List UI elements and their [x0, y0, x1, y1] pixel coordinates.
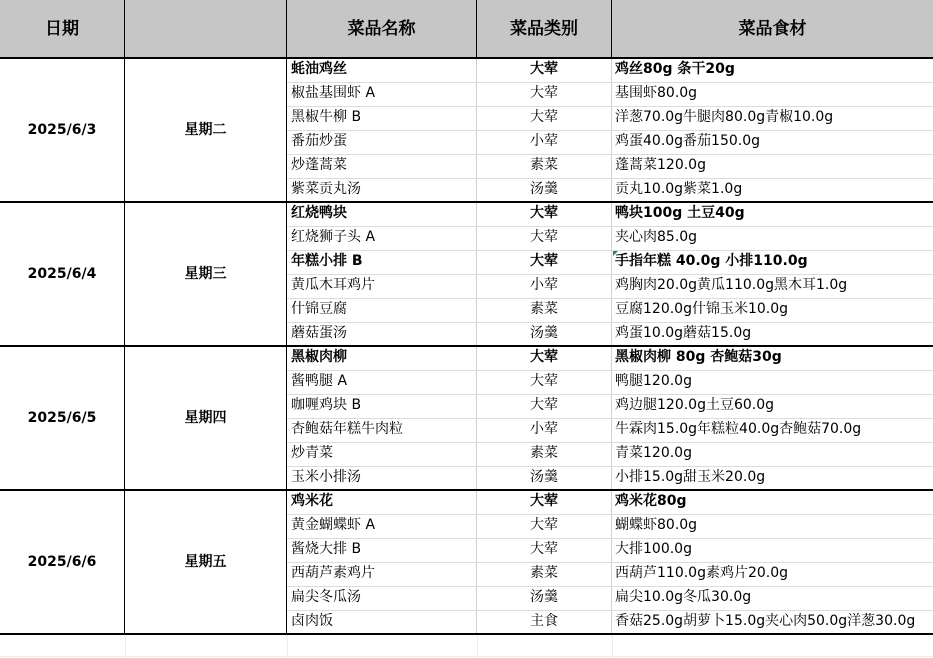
dish-name-cell[interactable]: 炒蓬蒿菜: [287, 154, 477, 178]
dish-ingredients-cell[interactable]: 黑椒肉柳 80g 杏鲍菇30g: [615, 349, 782, 365]
dish-ingredients-cell[interactable]: 蝴蝶虾80.0g: [615, 517, 698, 533]
dish-category-cell[interactable]: 大荤: [477, 58, 612, 82]
row-divider: [287, 442, 933, 443]
dish-category-cell[interactable]: 素菜: [477, 442, 612, 466]
weekday-cell[interactable]: 星期五: [125, 490, 287, 634]
dish-category-cell[interactable]: 汤羹: [477, 322, 612, 346]
row-divider: [287, 274, 933, 275]
dish-name-cell[interactable]: 咖喱鸡块 B: [287, 394, 477, 418]
dish-category-cell[interactable]: 素菜: [477, 154, 612, 178]
row-divider: [287, 130, 933, 131]
header-dish-name[interactable]: 菜品名称: [287, 0, 477, 58]
dish-category-cell[interactable]: 大荤: [477, 202, 612, 226]
row-divider: [287, 370, 933, 371]
row-divider: [287, 586, 933, 587]
dish-category-cell[interactable]: 汤羹: [477, 466, 612, 490]
dish-ingredients-cell[interactable]: 鸡蛋40.0g番茄150.0g: [615, 133, 761, 149]
dish-ingredients-cell[interactable]: 洋葱70.0g牛腿肉80.0g青椒10.0g: [615, 109, 834, 125]
dish-category-cell[interactable]: 素菜: [477, 562, 612, 586]
dish-category-cell[interactable]: 小荤: [477, 418, 612, 442]
row-divider: [287, 466, 933, 467]
dish-name-cell[interactable]: 酱鸭腿 A: [287, 370, 477, 394]
dish-ingredients-cell[interactable]: 鸡米花80g: [615, 493, 687, 509]
dish-name-cell[interactable]: 年糕小排 B: [287, 250, 477, 274]
block-border: [0, 633, 933, 635]
dish-ingredients-cell[interactable]: 大排100.0g: [615, 541, 692, 557]
dish-ingredients-cell[interactable]: 小排15.0g甜玉米20.0g: [615, 469, 766, 485]
dish-ingredients-cell[interactable]: 基围虾80.0g: [615, 85, 698, 101]
dish-ingredients-cell[interactable]: 鸡胸肉20.0g黄瓜110.0g黑木耳1.0g: [615, 277, 848, 293]
block-border: [0, 489, 933, 491]
row-divider: [287, 250, 933, 251]
dish-name-cell[interactable]: 黄金蝴蝶虾 A: [287, 514, 477, 538]
empty-row-divider: [0, 656, 933, 657]
dish-category-cell[interactable]: 小荤: [477, 130, 612, 154]
dish-category-cell[interactable]: 主食: [477, 610, 612, 634]
dish-category-cell[interactable]: 大荤: [477, 106, 612, 130]
dish-category-cell[interactable]: 大荤: [477, 538, 612, 562]
dish-ingredients-cell[interactable]: 手指年糕 40.0g 小排110.0g: [615, 253, 808, 269]
row-divider: [287, 178, 933, 179]
empty-row-col-line: [612, 635, 613, 658]
dish-name-cell[interactable]: 椒盐基围虾 A: [287, 82, 477, 106]
dish-ingredients-cell[interactable]: 贡丸10.0g紫菜1.0g: [615, 181, 743, 197]
date-cell[interactable]: 2025/6/6: [0, 490, 125, 634]
dish-name-cell[interactable]: 西葫芦素鸡片: [287, 562, 477, 586]
dish-name-cell[interactable]: 紫菜贡丸汤: [287, 178, 477, 202]
empty-row-col-line: [477, 635, 478, 658]
weekday-cell[interactable]: 星期四: [125, 346, 287, 490]
row-divider: [287, 562, 933, 563]
dish-category-cell[interactable]: 素菜: [477, 298, 612, 322]
block-border: [0, 201, 933, 203]
dish-name-cell[interactable]: 扁尖冬瓜汤: [287, 586, 477, 610]
dish-name-cell[interactable]: 酱烧大排 B: [287, 538, 477, 562]
header-weekday[interactable]: [125, 0, 287, 58]
dish-ingredients-cell[interactable]: 鸡边腿120.0g土豆60.0g: [615, 397, 775, 413]
dish-name-cell[interactable]: 玉米小排汤: [287, 466, 477, 490]
dish-name-cell[interactable]: 红烧鸭块: [287, 202, 477, 226]
dish-category-cell[interactable]: 大荤: [477, 514, 612, 538]
date-cell[interactable]: 2025/6/3: [0, 58, 125, 202]
date-cell[interactable]: 2025/6/4: [0, 202, 125, 346]
row-divider: [287, 106, 933, 107]
weekday-cell[interactable]: 星期三: [125, 202, 287, 346]
row-divider: [287, 298, 933, 299]
dish-ingredients-cell[interactable]: 蓬蒿菜120.0g: [615, 157, 706, 173]
dish-name-cell[interactable]: 番茄炒蛋: [287, 130, 477, 154]
dish-name-cell[interactable]: 杏鲍菇年糕牛肉粒: [287, 418, 477, 442]
dish-ingredients-cell[interactable]: 夹心肉85.0g: [615, 229, 698, 245]
dish-ingredients-cell[interactable]: 鸡丝80g 条干20g: [615, 61, 735, 77]
dish-name-cell[interactable]: 什锦豆腐: [287, 298, 477, 322]
header-date[interactable]: 日期: [0, 0, 125, 58]
dish-name-cell[interactable]: 炒青菜: [287, 442, 477, 466]
dish-category-cell[interactable]: 大荤: [477, 226, 612, 250]
dish-ingredients-cell[interactable]: 青菜120.0g: [615, 445, 692, 461]
dish-name-cell[interactable]: 蘑菇蛋汤: [287, 322, 477, 346]
dish-ingredients-cell[interactable]: 鸭腿120.0g: [615, 373, 692, 389]
dish-category-cell[interactable]: 大荤: [477, 250, 612, 274]
header-dish-category[interactable]: 菜品类别: [477, 0, 612, 58]
dish-category-cell[interactable]: 大荤: [477, 490, 612, 514]
dish-ingredients-cell[interactable]: 豆腐120.0g什锦玉米10.0g: [615, 301, 789, 317]
dish-ingredients-cell[interactable]: 香菇25.0g胡萝卜15.0g夹心肉50.0g洋葱30.0g: [615, 613, 916, 629]
dish-name-cell[interactable]: 红烧狮子头 A: [287, 226, 477, 250]
row-divider: [287, 538, 933, 539]
date-cell[interactable]: 2025/6/5: [0, 346, 125, 490]
dish-name-cell[interactable]: 鸡米花: [287, 490, 477, 514]
dish-category-cell[interactable]: 汤羹: [477, 586, 612, 610]
row-divider: [287, 154, 933, 155]
dish-category-cell[interactable]: 小荤: [477, 274, 612, 298]
dish-name-cell[interactable]: 黑椒牛柳 B: [287, 106, 477, 130]
dish-ingredients-cell[interactable]: 鸭块100g 土豆40g: [615, 205, 745, 221]
block-border: [0, 57, 933, 59]
dish-name-cell[interactable]: 卤肉饭: [287, 610, 477, 634]
weekday-cell[interactable]: 星期二: [125, 58, 287, 202]
dish-category-cell[interactable]: 汤羹: [477, 178, 612, 202]
row-divider: [287, 82, 933, 83]
dish-category-cell[interactable]: 大荤: [477, 82, 612, 106]
dish-ingredients-cell[interactable]: 扁尖10.0g冬瓜30.0g: [615, 589, 752, 605]
dish-name-cell[interactable]: 黄瓜木耳鸡片: [287, 274, 477, 298]
row-divider: [287, 514, 933, 515]
cell-comment-marker: [613, 251, 618, 256]
row-divider: [287, 226, 933, 227]
empty-row-col-line: [125, 635, 126, 658]
block-border: [0, 345, 933, 347]
dish-ingredients-cell[interactable]: 牛霖肉15.0g年糕粒40.0g杏鲍菇70.0g: [615, 421, 862, 437]
dish-category-cell[interactable]: 大荤: [477, 394, 612, 418]
header-dish-ingredients[interactable]: 菜品食材: [612, 0, 933, 58]
dish-ingredients-cell[interactable]: 西葫芦110.0g素鸡片20.0g: [615, 565, 789, 581]
empty-row-col-line: [287, 635, 288, 658]
dish-category-cell[interactable]: 大荤: [477, 370, 612, 394]
row-divider: [287, 394, 933, 395]
row-divider: [287, 322, 933, 323]
row-divider: [287, 418, 933, 419]
dish-name-cell[interactable]: 蚝油鸡丝: [287, 58, 477, 82]
dish-name-cell[interactable]: 黑椒肉柳: [287, 346, 477, 370]
dish-ingredients-cell[interactable]: 鸡蛋10.0g蘑菇15.0g: [615, 325, 752, 341]
dish-category-cell[interactable]: 大荤: [477, 346, 612, 370]
row-divider: [287, 610, 933, 611]
